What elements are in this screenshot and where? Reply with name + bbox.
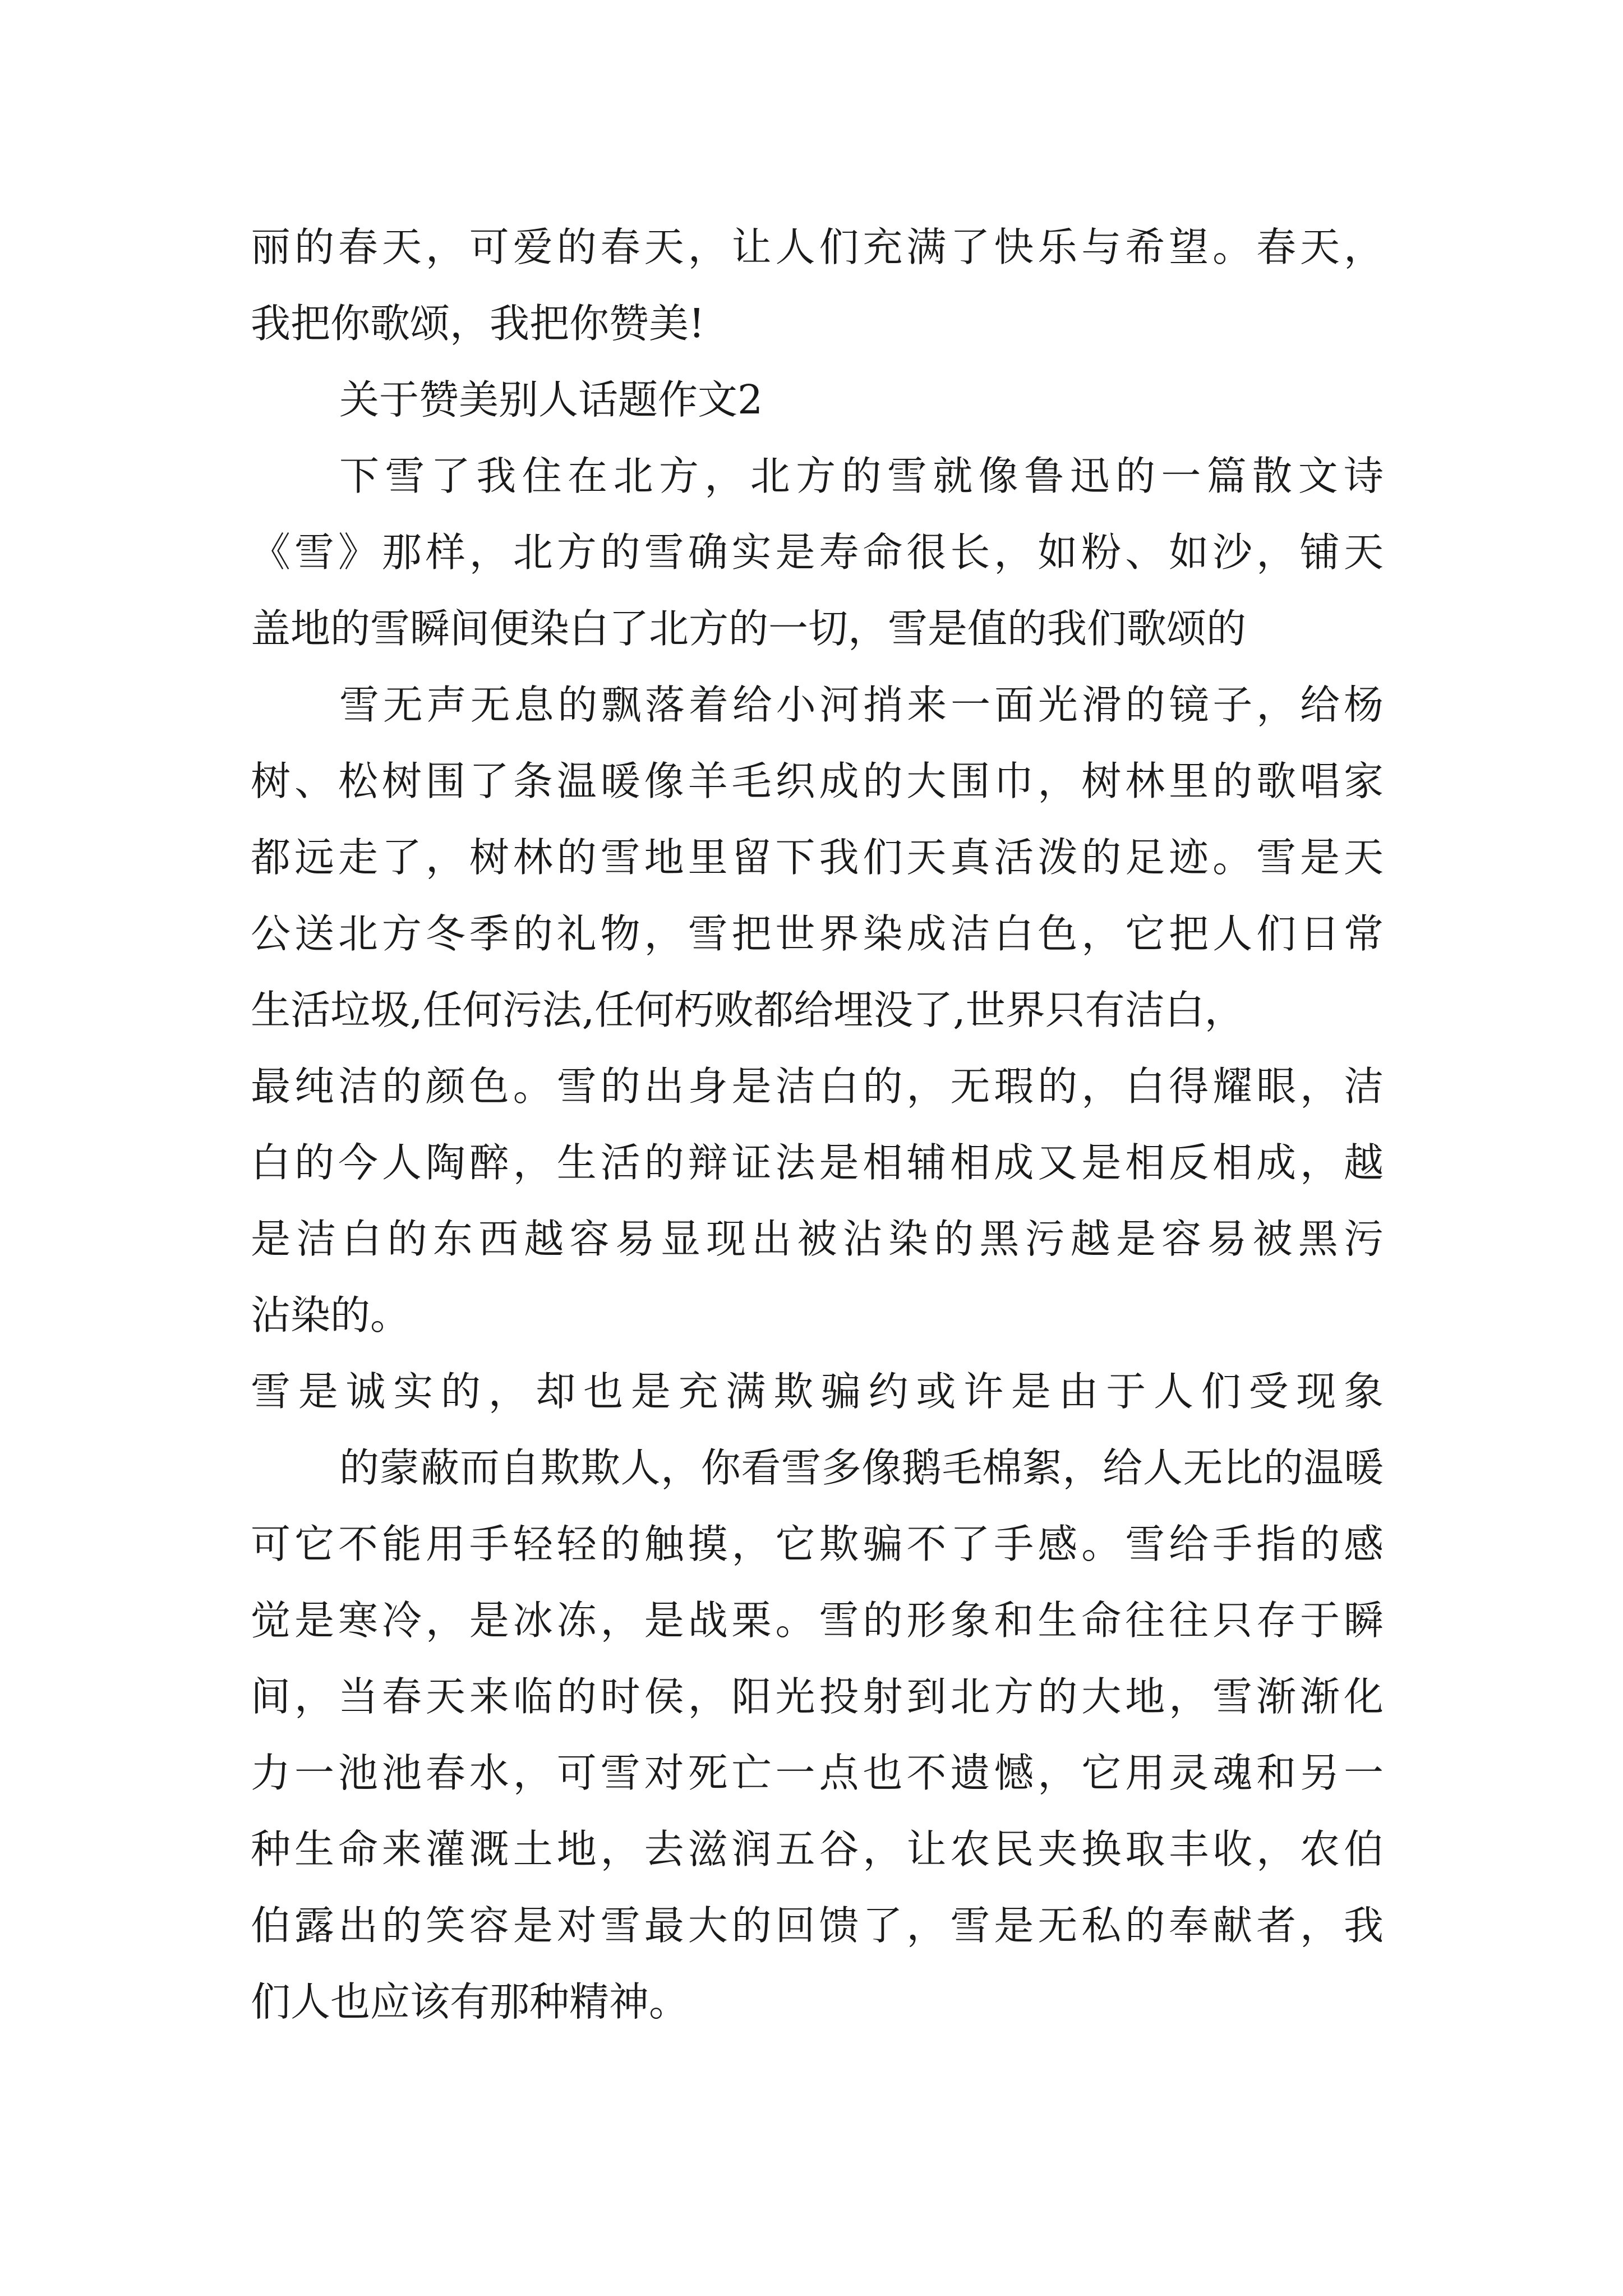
text-line: 生活垃圾,任何污法,任何朽败都给埋没了,世界只有洁白， — [251, 987, 1244, 1033]
text-line: 丽的春天，可爱的春天，让人们充满了快乐与希望。春天， — [251, 224, 1384, 270]
essay-title: 关于赞美别人话题作文2 — [339, 376, 763, 423]
paragraph-first-line: 下雪了我住在北方，北方的雪就像鲁迅的一篇散文诗 — [339, 453, 1384, 499]
text-line: 最纯洁的颜色。雪的出身是洁白的，无瑕的，白得耀眼，洁 — [251, 1063, 1384, 1110]
text-line: 力一池池春水，可雪对死亡一点也不遗憾，它用灵魂和另一 — [251, 1750, 1384, 1796]
text-line: 的蒙蔽而自欺欺人，你看雪多像鹅毛棉絮，给人无比的温暖 — [339, 1444, 1384, 1491]
text-line: 盖地的雪瞬间便染白了北方的一切，雪是值的我们歌颂的 — [251, 605, 1247, 652]
text-line: 间，当春天来临的时侯，阳光投射到北方的大地，雪渐渐化 — [251, 1673, 1384, 1720]
text-line: 觉是寒冷，是冰冻，是战栗。雪的形象和生命往往只存于瞬 — [251, 1597, 1384, 1644]
text-line: 们人也应该有那种精神。 — [251, 1978, 689, 2025]
text-line: 白的今人陶醉，生活的辩证法是相辅相成又是相反相成，越 — [251, 1139, 1384, 1186]
text-line: 《雪》那样，北方的雪确实是寿命很长，如粉、如沙，铺天 — [251, 529, 1384, 576]
paragraph-first-line: 雪无声无息的飘落着给小河捎来一面光滑的镜子，给杨 — [339, 682, 1384, 728]
paragraph-first-line: 雪是诚实的，却也是充满欺骗约或许是由于人们受现象 — [251, 1368, 1384, 1415]
text-line: 是洁白的东西越容易显现出被沾染的黑污越是容易被黑污 — [251, 1216, 1384, 1262]
text-line: 沾染的。 — [251, 1292, 411, 1338]
text-line: 种生命来灌溉土地，去滋润五谷，让农民夹换取丰收，农伯 — [251, 1826, 1384, 1872]
text-line: 可它不能用手轻轻的触摸，它欺骗不了手感。雪给手指的感 — [251, 1521, 1384, 1567]
text-line: 伯露出的笑容是对雪最大的回馈了，雪是无私的奉献者，我 — [251, 1902, 1384, 1949]
text-line: 公送北方冬季的礼物，雪把世界染成洁白色，它把人们日常 — [251, 910, 1384, 957]
text-line: 都远走了，树林的雪地里留下我们天真活泼的足迹。雪是天 — [251, 834, 1384, 881]
text-line: 树、松树围了条温暖像羊毛织成的大围巾，树林里的歌唱家 — [251, 758, 1384, 804]
text-line: 我把你歌颂，我把你赞美! — [251, 300, 705, 347]
